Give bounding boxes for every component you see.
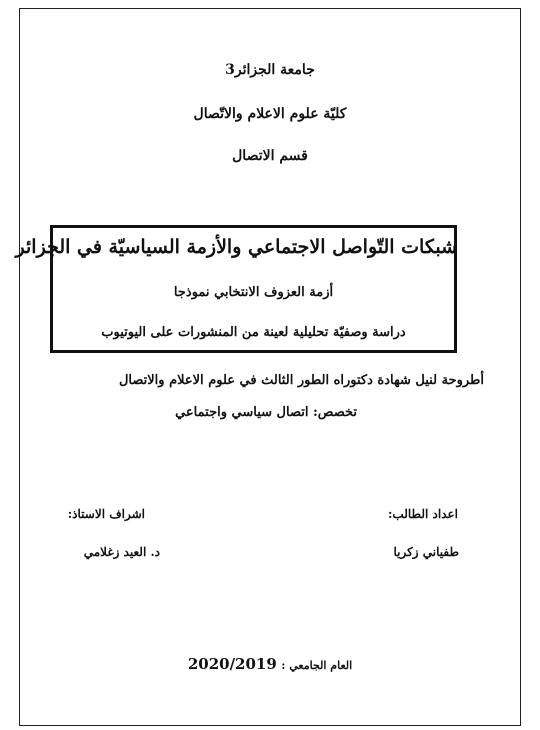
degree-purpose: أطروحة لنيل شهادة دكتوراه الطور الثالث في علوم الاعلام والاتصال bbox=[118, 373, 484, 388]
thesis-subtitle: أزمة العزوف الانتخابي نموذجا bbox=[173, 285, 334, 300]
supervisor-label: اشراف الاستاذ: bbox=[67, 507, 145, 521]
specialty: تخصص: اتصال سياسي واجتماعي bbox=[175, 405, 357, 420]
academic-year bbox=[0, 655, 540, 673]
university-name: جامعة الجزائر3 bbox=[225, 62, 315, 78]
faculty-name: كليّة علوم الاعلام والاتّصال bbox=[193, 106, 347, 122]
academic-year-value: 2020/2019 bbox=[187, 655, 277, 673]
student-name: طفياني زكريا bbox=[393, 545, 459, 559]
academic-year-label: العام الجامعي : bbox=[281, 659, 353, 672]
thesis-title: شبكات التّواصل الاجتماعي والأزمة السياسيّة في الجزائر bbox=[15, 236, 457, 258]
department-name: قسم الاتصال bbox=[232, 148, 308, 164]
student-label: اعداد الطالب: bbox=[387, 507, 458, 521]
study-description: دراسة وصفيّة تحليلية لعينة من المنشورات على اليوتيوب bbox=[101, 325, 406, 340]
supervisor-name: د. العيد زغلامي bbox=[83, 545, 160, 559]
